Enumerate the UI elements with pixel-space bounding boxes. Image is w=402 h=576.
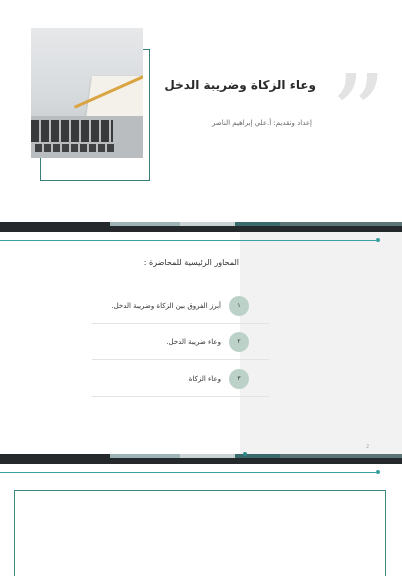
slide-title: وعاء الزكاة وضريبة الدخل: [164, 78, 316, 92]
item-number-badge: ١: [229, 296, 249, 316]
title-slide[interactable]: [0, 0, 402, 222]
agenda-item[interactable]: [92, 298, 269, 324]
quote-mark-icon: ”: [330, 51, 387, 179]
slide-separator: [0, 222, 402, 232]
content-frame: [14, 490, 386, 576]
content-slide[interactable]: [0, 464, 402, 576]
accent-line: [0, 240, 378, 241]
agenda-item[interactable]: [92, 334, 269, 360]
accent-line: [0, 472, 378, 473]
item-label: وعاء الزكاة: [188, 375, 221, 383]
item-label: وعاء ضريبة الدخل.: [166, 338, 221, 346]
item-number-badge: ٢: [229, 332, 249, 352]
slide-separator: [0, 454, 402, 464]
page-number: 2: [366, 444, 370, 450]
agenda-heading: المحاور الرئيسية للمحاضرة :: [143, 258, 239, 267]
agenda-item[interactable]: [92, 371, 269, 397]
accent-dot: [376, 470, 380, 474]
item-divider: [92, 396, 269, 397]
item-divider: [92, 323, 269, 324]
item-number-badge: ٣: [229, 369, 249, 389]
item-divider: [92, 359, 269, 360]
author-line: إعداد وتقديم: أ.علي إبراهيم الناصر: [211, 119, 312, 127]
item-label: أبرز الفروق بين الزكاة وضريبة الدخل.: [111, 302, 221, 310]
agenda-slide[interactable]: [0, 232, 402, 454]
accent-dot: [376, 238, 380, 242]
laptop-photo: [31, 28, 143, 158]
